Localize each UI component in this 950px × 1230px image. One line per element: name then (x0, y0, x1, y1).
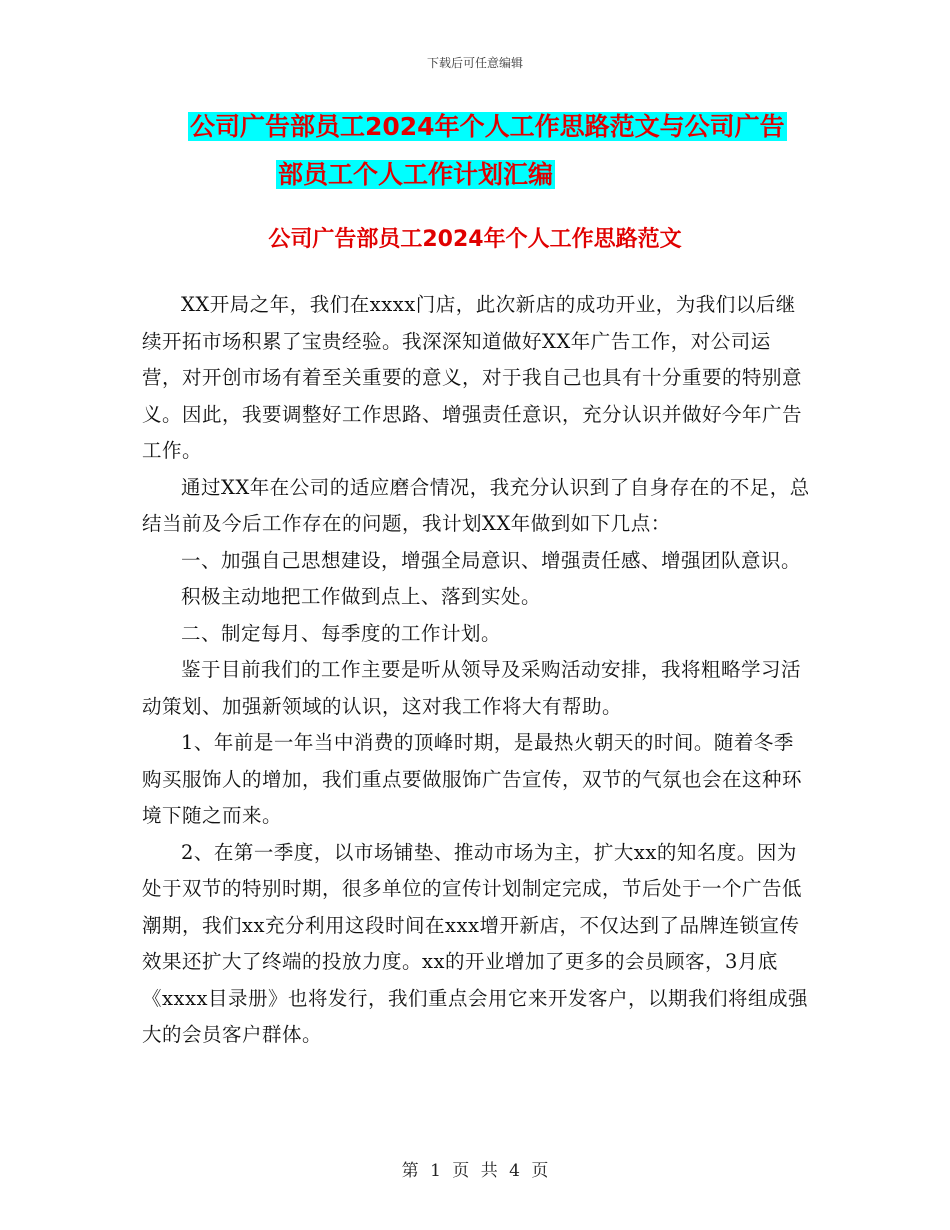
section-heading: 公司广告部员工2024年个人工作思路范文 (268, 227, 682, 252)
paragraph: 通过XX年在公司的适应磨合情况，我充分认识到了自身存在的不足，总结当前及今后工作存在的问题，我计划XX年做到如下几点： (142, 475, 810, 535)
paragraph: 二、制定每月、每季度的工作计划。 (181, 621, 502, 645)
page-header: 下载后可任意编辑 (426, 56, 523, 70)
paragraph: 积极主动地把工作做到点上、落到实处。 (181, 585, 542, 608)
paragraph: 1、年前是一年当中消费的顶峰时期，是最热火朝天的时间。随着冬季购买服饰人的增加，我们重点要做服饰广告宣传，双节的气氛也会在这种环境下随之而来。 (142, 731, 803, 827)
paragraph: 2、在第一季度，以市场铺垫、推动市场为主，扩大xx的知名度。因为处于双节的特别时期，很多单位的宣传计划制定完成，节后处于一个广告低潮期，我们xx充分利用这段时间在xxx增开新店，不仅达到了品牌连锁宣传效果还扩大了终端的投放力度。xx的开业增加了更多的会员顾客，3月底《xxxx目录册》也将发行，我们重点会用它来开发客户，以期我们将组成强大的会员客户群体。 (142, 840, 808, 1046)
paragraph: 鉴于目前我们的工作主要是听从领导及采购活动安排，我将粗略学习活动策划、加强新领域的认识，这对我工作将大有帮助。 (142, 658, 802, 718)
title-line-2-text: 部员工个人工作计划汇编 (278, 160, 554, 189)
page-footer: 第 1 页 共 4 页 (401, 1161, 549, 1181)
paragraph: 一、加强自己思想建设，增强全局意识、增强责任感、增强团队意识。 (181, 548, 802, 572)
document-title (120, 108, 880, 204)
document-title-line-1 (120, 108, 880, 146)
title-line-1-text: 公司广告部员工2024年个人工作思路范文与公司广告 (190, 112, 785, 141)
document-title-line-2 (120, 156, 880, 194)
paragraph: XX开局之年，我们在xxxx门店，此次新店的成功开业，为我们以后继续开拓市场积累了宝贵经验。我深深知道做好XX年广告工作，对公司运营，对开创市场有着至关重要的意义，对于我自己也具有十分重要的特别意义。因此，我要调整好工作思路、增强责任意识，充分认识并做好今年广告工作。 (142, 293, 803, 462)
body-text (142, 287, 810, 1054)
